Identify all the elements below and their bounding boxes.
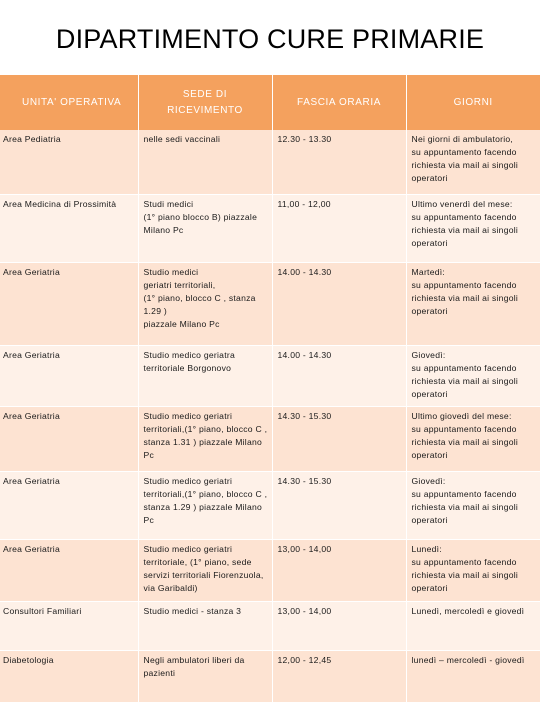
cell-sede-line: territoriali,(1° piano, blocco C , (143, 423, 268, 434)
cell-giorni-line: lunedì – mercoledì - giovedì (411, 654, 525, 665)
header-sede-ricevimento (138, 75, 272, 130)
header-sede-line-1: SEDE DI (182, 88, 228, 100)
cell-sede-line: nelle sedi vaccinali (143, 134, 221, 144)
table-row (0, 601, 540, 650)
cell-unita (0, 345, 138, 406)
cell-sede-line: Studio medico geriatri (143, 543, 233, 554)
cell-unita-line: Area Geriatria (3, 266, 60, 277)
cell-giorni-line: operatori (411, 173, 448, 183)
cell-fascia-line: 14.30 - 15.30 (277, 410, 332, 421)
cell-unita-line: Area Geriatria (3, 475, 60, 486)
cell-sede-line: via Garibaldi) (143, 582, 198, 593)
cell-sede (138, 130, 272, 194)
cell-giorni-line: richiesta via mail ai singoli (411, 292, 519, 303)
table-header-row (0, 75, 540, 130)
cell-fascia-line: 13,00 - 14,00 (277, 605, 332, 616)
cell-unita (0, 406, 138, 471)
cell-sede-line: Studio medico geriatra (143, 349, 235, 360)
cell-giorni-line: Ultimo giovedì del mese: (411, 410, 512, 421)
schedule-table (0, 75, 540, 703)
cell-giorni (406, 345, 540, 406)
cell-giorni-line: operatori (411, 305, 448, 316)
cell-sede (138, 471, 272, 539)
cell-fascia-line: 13,00 - 14,00 (277, 543, 332, 554)
cell-sede (138, 345, 272, 406)
cell-unita-line: Area Geriatria (3, 349, 60, 360)
cell-giorni (406, 130, 540, 194)
cell-giorni-line: operatori (411, 582, 448, 593)
cell-fascia (272, 650, 406, 702)
cell-fascia-line: 12.30 - 13.30 (277, 134, 332, 144)
cell-sede-line: territoriale, (1° piano, sede (143, 556, 252, 567)
table-row (0, 539, 540, 601)
cell-fascia-line: 14.00 - 14.30 (277, 266, 332, 277)
cell-sede-line: 1.29 ) (143, 305, 167, 316)
cell-unita (0, 262, 138, 345)
table-row (0, 130, 540, 194)
cell-sede (138, 194, 272, 262)
cell-sede-line: Studio medico geriatri (143, 475, 233, 486)
cell-sede-line: Milano Pc (143, 224, 184, 235)
cell-unita-line: Area Medicina di Prossimità (3, 198, 117, 209)
cell-giorni-line: Nei giorni di ambulatorio, (411, 134, 514, 144)
cell-unita (0, 650, 138, 702)
cell-unita (0, 601, 138, 650)
cell-giorni-line: su appuntamento facendo (411, 279, 517, 290)
cell-fascia (272, 194, 406, 262)
cell-sede-line: stanza 1.31 ) piazzale Milano (143, 436, 263, 447)
cell-giorni-line: richiesta via mail ai singoli (411, 569, 519, 580)
cell-fascia (272, 406, 406, 471)
cell-fascia (272, 539, 406, 601)
cell-sede-line: piazzale Milano Pc (143, 318, 220, 329)
table-row (0, 650, 540, 702)
cell-unita (0, 130, 138, 194)
cell-giorni-line: operatori (411, 237, 448, 248)
cell-sede-line: Studio medici (143, 266, 199, 277)
cell-sede-line: Studi medici (143, 198, 194, 209)
table-row (0, 262, 540, 345)
cell-sede-line: territoriale Borgonovo (143, 362, 232, 373)
cell-giorni-line: Ultimo venerdì del mese: (411, 198, 513, 209)
cell-unita-line: Area Pediatria (3, 134, 61, 144)
header-sede-line-2: RICEVIMENTO (167, 104, 243, 116)
cell-sede-line: stanza 1.29 ) piazzale Milano (143, 501, 263, 512)
cell-giorni-line: su appuntamento facendo (411, 147, 517, 157)
cell-giorni-line: Lunedì, mercoledì e giovedì (411, 605, 525, 616)
cell-unita-line: Diabetologia (3, 654, 54, 665)
table-body (0, 130, 540, 702)
cell-unita (0, 194, 138, 262)
cell-giorni-line: Giovedì: (411, 475, 446, 486)
cell-fascia (272, 601, 406, 650)
cell-unita-line: Consultori Familiari (3, 605, 82, 616)
cell-giorni-line: richiesta via mail ai singoli (411, 375, 519, 386)
cell-giorni-line: su appuntamento facendo (411, 488, 517, 499)
cell-giorni-line: Lunedì: (411, 543, 442, 554)
cell-fascia-line: 14.30 - 15.30 (277, 475, 332, 486)
cell-giorni-line: operatori (411, 514, 448, 525)
cell-giorni-line: su appuntamento facendo (411, 556, 517, 567)
cell-giorni-line: Giovedì: (411, 349, 446, 360)
cell-giorni (406, 601, 540, 650)
cell-giorni-line: richiesta via mail ai singoli (411, 436, 519, 447)
cell-giorni-line: su appuntamento facendo (411, 362, 517, 373)
cell-giorni (406, 406, 540, 471)
cell-sede-line: geriatri territoriali, (143, 279, 216, 290)
schedule-table-container (0, 75, 540, 703)
cell-sede (138, 650, 272, 702)
cell-sede-line: (1° piano, blocco C , stanza (143, 292, 256, 303)
cell-unita (0, 539, 138, 601)
cell-sede-line: servizi territoriali Fiorenzuola, (143, 569, 264, 580)
cell-sede-line: Negli ambulatori liberi da (143, 654, 245, 665)
cell-giorni (406, 650, 540, 702)
page-title: DIPARTIMENTO CURE PRIMARIE (55, 24, 485, 54)
cell-giorni-line: su appuntamento facendo (411, 211, 517, 222)
cell-fascia-line: 12,00 - 12,45 (277, 654, 332, 665)
cell-sede (138, 601, 272, 650)
cell-giorni-line: richiesta via mail ai singoli (411, 160, 519, 170)
cell-sede-line: Studio medico geriatri (143, 410, 233, 421)
cell-giorni (406, 262, 540, 345)
cell-sede (138, 406, 272, 471)
cell-fascia (272, 471, 406, 539)
cell-sede-line: territoriali,(1° piano, blocco C , (143, 488, 268, 499)
header-fascia-oraria: FASCIA ORARIA (272, 75, 406, 130)
cell-giorni-line: operatori (411, 449, 448, 460)
cell-unita (0, 471, 138, 539)
cell-giorni-line: su appuntamento facendo (411, 423, 517, 434)
cell-fascia-line: 11,00 - 12,00 (277, 198, 331, 209)
table-row (0, 194, 540, 262)
cell-fascia-line: 14.00 - 14.30 (277, 349, 332, 360)
table-row (0, 471, 540, 539)
cell-sede-line: (1° piano blocco B) piazzale (143, 211, 258, 222)
cell-sede (138, 539, 272, 601)
header-unita-operativa: UNITA' OPERATIVA (0, 75, 138, 130)
cell-giorni (406, 471, 540, 539)
cell-giorni-line: richiesta via mail ai singoli (411, 501, 519, 512)
cell-fascia (272, 130, 406, 194)
cell-giorni (406, 539, 540, 601)
cell-sede-line: Studio medici - stanza 3 (143, 605, 242, 616)
cell-sede-line: Pc (143, 449, 155, 460)
header-giorni: GIORNI (406, 75, 540, 130)
cell-fascia (272, 262, 406, 345)
cell-unita-line: Area Geriatria (3, 410, 60, 421)
cell-sede-line: pazienti (143, 667, 176, 678)
cell-unita-line: Area Geriatria (3, 543, 60, 554)
table-row (0, 345, 540, 406)
table-row (0, 406, 540, 471)
cell-sede-line: Pc (143, 514, 155, 525)
cell-giorni-line: richiesta via mail ai singoli (411, 224, 519, 235)
cell-giorni (406, 194, 540, 262)
cell-giorni-line: Martedì: (411, 266, 446, 277)
cell-fascia (272, 345, 406, 406)
cell-giorni-line: operatori (411, 388, 448, 399)
cell-sede (138, 262, 272, 345)
